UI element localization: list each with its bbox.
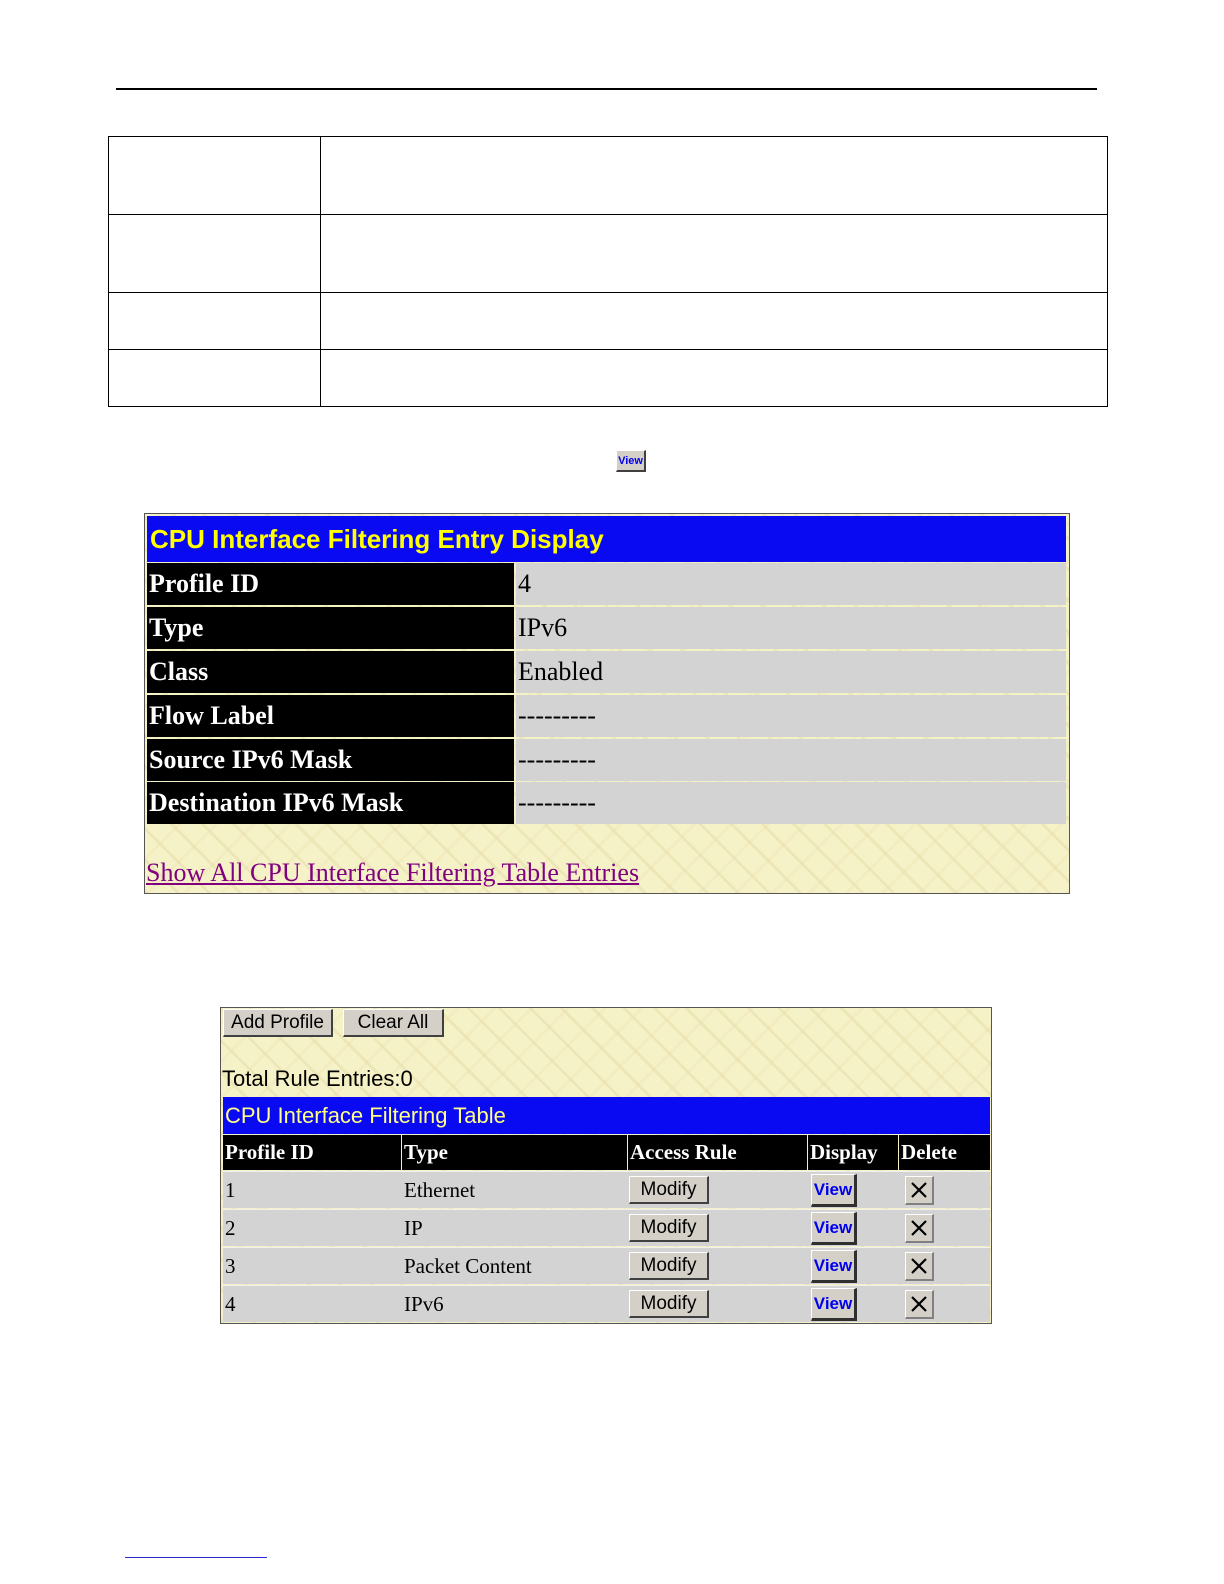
entry-label: Destination IPv6 Mask: [147, 782, 514, 824]
entry-value: ---------: [516, 782, 1066, 824]
header-display: Display: [808, 1135, 898, 1170]
entry-label: Flow Label: [147, 695, 514, 737]
table-row: [223, 1285, 990, 1322]
entry-value: IPv6: [516, 607, 1066, 649]
header-profile-id: Profile ID: [223, 1135, 401, 1170]
close-x-icon: [910, 1295, 928, 1313]
entry-row-profile-id: [147, 563, 1066, 606]
type-cell: Ethernet: [404, 1178, 476, 1202]
modify-button[interactable]: Modify: [629, 1290, 709, 1318]
entry-label: Type: [147, 607, 514, 649]
delete-button[interactable]: [905, 1252, 934, 1281]
header-rule: [116, 88, 1097, 90]
filtering-table-panel: [220, 1007, 992, 1324]
clear-all-button[interactable]: Clear All: [343, 1009, 444, 1037]
show-all-entries-link[interactable]: Show All CPU Interface Filtering Table Entries: [146, 858, 640, 887]
profile-id-cell: 1: [225, 1178, 236, 1202]
entry-label: Class: [147, 651, 514, 693]
close-x-icon: [910, 1181, 928, 1199]
entry-value: 4: [516, 563, 1066, 605]
modify-button[interactable]: Modify: [629, 1252, 709, 1280]
entry-display-panel: [144, 513, 1070, 894]
header-access-rule: Access Rule: [628, 1135, 807, 1170]
table-row: [223, 1209, 990, 1246]
view-button[interactable]: View: [811, 1288, 857, 1321]
close-x-icon: [910, 1219, 928, 1237]
view-button[interactable]: View: [811, 1174, 857, 1207]
entry-display-title: CPU Interface Filtering Entry Display: [147, 516, 1066, 562]
table-row: [223, 1171, 990, 1208]
entry-label: Source IPv6 Mask: [147, 739, 514, 781]
entry-row-destination-ipv6-mask: [147, 782, 1066, 825]
view-button[interactable]: View: [811, 1250, 857, 1283]
entry-row-flow-label: [147, 695, 1066, 738]
delete-button[interactable]: [905, 1214, 934, 1243]
add-profile-button[interactable]: Add Profile: [223, 1009, 333, 1037]
header-delete: Delete: [899, 1135, 990, 1170]
footer-rule: [125, 1557, 267, 1558]
view-button[interactable]: View: [811, 1212, 857, 1245]
entry-row-type: [147, 607, 1066, 650]
entry-label: Profile ID: [147, 563, 514, 605]
filtering-table-title: CPU Interface Filtering Table: [223, 1097, 990, 1134]
table-row: [223, 1247, 990, 1284]
inline-view-button[interactable]: View: [616, 450, 646, 472]
entry-row-class: [147, 651, 1066, 694]
modify-button[interactable]: Modify: [629, 1176, 709, 1204]
header-type: Type: [402, 1135, 627, 1170]
profile-id-cell: 3: [225, 1254, 236, 1278]
total-rule-entries: Total Rule Entries:0: [222, 1066, 413, 1091]
profile-id-cell: 2: [225, 1216, 236, 1240]
entry-value: Enabled: [516, 651, 1066, 693]
type-cell: Packet Content: [404, 1254, 532, 1278]
close-x-icon: [910, 1257, 928, 1275]
delete-button[interactable]: [905, 1290, 934, 1319]
type-cell: IP: [404, 1216, 423, 1240]
entry-value: ---------: [516, 739, 1066, 781]
entry-value: ---------: [516, 695, 1066, 737]
description-table: [108, 136, 1108, 407]
entry-row-source-ipv6-mask: [147, 739, 1066, 782]
delete-button[interactable]: [905, 1176, 934, 1205]
type-cell: IPv6: [404, 1292, 444, 1316]
profile-id-cell: 4: [225, 1292, 236, 1316]
modify-button[interactable]: Modify: [629, 1214, 709, 1242]
